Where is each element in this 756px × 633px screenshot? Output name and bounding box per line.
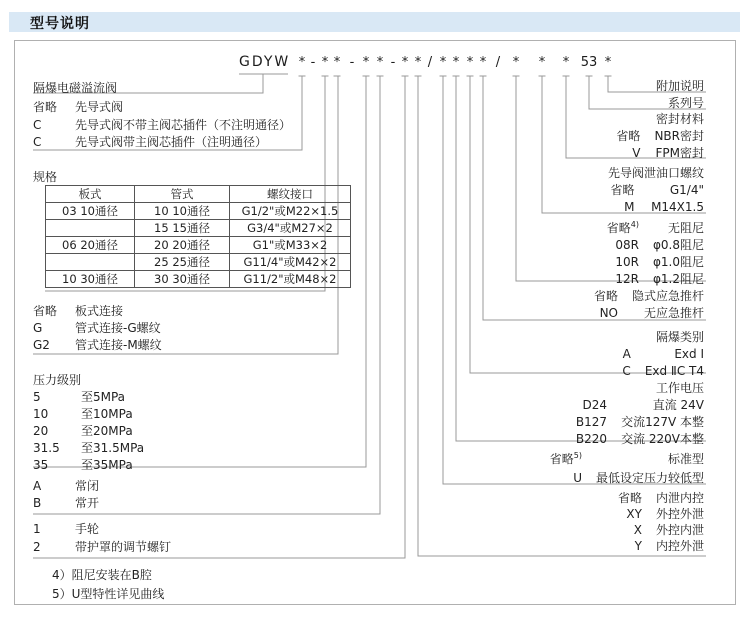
pressure-type-group	[550, 450, 704, 488]
group-heading: 系列号	[667, 96, 704, 110]
footnote-5: 5）U型特性详见曲线	[52, 587, 165, 601]
option-code: 省略	[610, 183, 635, 197]
option-code: D24	[582, 398, 608, 412]
model-code-prefix: GDYW	[239, 54, 291, 70]
option-desc: G1/4"	[669, 183, 704, 197]
option-desc: 直流 24V	[652, 398, 704, 412]
option-code: 35	[33, 458, 49, 472]
code-star: *	[321, 55, 329, 70]
option-code: B	[33, 496, 42, 510]
option-code: 省略$^{5)}$	[549, 451, 582, 466]
list-item	[33, 539, 171, 557]
table-row: 03 10通径 10 10通径 G1/2"或M22×1.5	[46, 203, 351, 220]
footnote-ref: 4)	[630, 220, 639, 229]
code-series-number: 53	[580, 55, 598, 70]
list-item	[33, 478, 99, 495]
table-row: 25 25通径 G11/4"或M42×2	[46, 254, 351, 271]
pressure-section-label: 压力级别	[33, 373, 82, 387]
option-code: A	[622, 347, 631, 361]
voltage-group	[576, 380, 704, 448]
code-star: *	[439, 55, 447, 70]
option-desc: 至20MPa	[81, 424, 133, 438]
code-star: *	[333, 55, 341, 70]
spec-table	[45, 185, 351, 288]
option-code: 10R	[615, 255, 639, 269]
option-code: G2	[33, 338, 50, 352]
option-code: 5	[33, 390, 41, 404]
option-desc: M14X1.5	[651, 200, 704, 214]
option-desc: φ1.0阻尼	[652, 255, 704, 269]
damping-group	[607, 220, 704, 288]
code-star: *	[604, 55, 612, 70]
option-desc: 内控外泄	[655, 539, 704, 553]
option-desc: 隐式应急推杆	[631, 289, 704, 303]
option-code: C	[622, 364, 631, 378]
option-code: 08R	[615, 238, 639, 252]
option-code: Y	[634, 539, 642, 553]
code-star: *	[452, 55, 460, 70]
seal-group	[616, 111, 704, 162]
code-star: *	[466, 55, 474, 70]
option-desc: 交流 220V本整	[621, 432, 704, 446]
option-code: C	[33, 135, 42, 149]
table-header-row	[46, 186, 351, 203]
code-slash: /	[495, 55, 501, 70]
code-star: *	[376, 55, 384, 70]
page-title: 型号说明	[30, 16, 90, 32]
option-code: 省略	[33, 100, 58, 114]
group-heading: 先导阀泄油口螺纹	[607, 166, 704, 180]
col-header: 板式	[46, 186, 135, 203]
option-desc: 至31.5MPa	[81, 441, 145, 455]
option-code: 省略	[593, 289, 618, 303]
option-desc: φ0.8阻尼	[652, 238, 704, 252]
option-code: 省略	[33, 304, 58, 318]
spec-section-label: 规格	[33, 170, 58, 184]
table-row: 06 20通径 20 20通径 G1"或M33×2	[46, 237, 351, 254]
option-code: NO	[599, 306, 618, 320]
list-item	[33, 440, 144, 457]
option-code: 省略	[617, 491, 642, 505]
option-code: 2	[33, 539, 41, 554]
option-code: M	[624, 200, 635, 214]
code-star: *	[538, 55, 546, 70]
normal-state-group	[33, 478, 99, 512]
option-desc: 管式连接-M螺纹	[75, 338, 162, 352]
code-star: *	[479, 55, 487, 70]
list-item	[33, 495, 99, 512]
group-heading: 附加说明	[655, 79, 704, 93]
code-star: *	[512, 55, 520, 70]
option-desc: NBR密封	[654, 129, 704, 143]
table-row: 15 15通径 G3/4"或M27×2	[46, 220, 351, 237]
list-item	[33, 303, 162, 320]
drain-port-group	[608, 165, 704, 216]
list-item	[33, 406, 144, 423]
option-code: B220	[575, 432, 608, 446]
code-slash: /	[427, 55, 433, 70]
adjuster-group	[33, 521, 171, 556]
connection-group	[33, 303, 162, 354]
option-desc: 无应急推杆	[643, 306, 704, 320]
option-code: XY	[626, 507, 642, 521]
col-header: 管式	[135, 186, 230, 203]
option-desc: 先导式阀不带主阀芯插件（不注明通径）	[75, 117, 292, 132]
list-item	[33, 117, 291, 135]
option-code: G	[33, 321, 43, 335]
option-desc: 先导式阀	[75, 100, 124, 114]
option-desc: 外控内泄	[655, 523, 704, 537]
push-rod-group	[594, 288, 704, 322]
option-desc: 先导式阀带主阀芯插件（注明通径）	[75, 135, 268, 149]
option-desc: 常闭	[75, 479, 100, 493]
valve-name-label: 隔爆电磁溢流阀	[33, 81, 118, 95]
option-code: V	[632, 146, 641, 160]
addendum-group	[656, 78, 704, 95]
option-desc: 无阻尼	[667, 221, 704, 235]
option-desc: 最低设定压力较低型	[595, 471, 704, 485]
option-code: 12R	[615, 272, 639, 286]
option-code: 20	[33, 424, 49, 438]
list-item	[33, 389, 144, 406]
table-row: 10 30通径 30 30通径 G11/2"或M48×2	[46, 271, 351, 288]
list-item	[33, 521, 171, 539]
code-dash: -	[349, 55, 355, 70]
option-desc: Exd Ⅰ	[674, 347, 704, 361]
col-header: 螺纹接口	[230, 186, 351, 203]
group-heading: 工作电压	[655, 381, 704, 395]
code-star: *	[362, 55, 370, 70]
option-desc: 交流127V 本整	[621, 415, 704, 429]
option-code: 省略	[616, 129, 641, 143]
footnote-4: 4）阻尼安装在B腔	[52, 568, 152, 582]
option-desc: 内泄内控	[655, 491, 704, 505]
code-dash: -	[390, 55, 396, 70]
option-code: 10	[33, 407, 49, 421]
code-dash: -	[310, 55, 316, 70]
option-desc: 至5MPa	[81, 390, 126, 404]
option-desc: φ1.2阻尼	[652, 272, 704, 286]
control-drain-group	[618, 490, 704, 554]
option-code: 31.5	[33, 441, 60, 455]
pilot-valve-group	[33, 99, 291, 152]
option-desc: FPM密封	[655, 146, 704, 160]
explosion-class-group	[622, 329, 704, 380]
series-group	[668, 95, 704, 112]
option-code: 省略$^{4)}$	[606, 220, 639, 235]
list-item	[33, 457, 144, 474]
option-code: C	[33, 117, 42, 132]
option-code: 1	[33, 522, 41, 536]
option-desc: 手轮	[75, 522, 100, 536]
option-code: B127	[575, 415, 608, 429]
option-desc: Exd ⅡC T4	[644, 364, 704, 378]
option-code: U	[573, 471, 582, 485]
group-heading: 密封材料	[655, 112, 704, 126]
option-desc: 管式连接-G螺纹	[75, 321, 161, 335]
code-star: *	[298, 55, 306, 70]
option-desc: 外控外泄	[655, 507, 704, 521]
option-code: A	[33, 479, 42, 493]
list-item	[33, 337, 162, 354]
list-item	[33, 99, 291, 117]
list-item	[33, 320, 162, 337]
footnote-ref: 5)	[573, 451, 582, 460]
section-header-bar	[9, 12, 740, 32]
option-desc: 至35MPa	[81, 458, 133, 472]
pressure-group	[33, 389, 144, 474]
option-desc: 常开	[75, 496, 100, 510]
option-desc: 板式连接	[75, 304, 124, 318]
list-item	[33, 423, 144, 440]
code-star: *	[414, 55, 422, 70]
code-star: *	[562, 55, 570, 70]
list-item	[33, 134, 291, 152]
option-desc: 带护罩的调节螺钉	[75, 539, 172, 554]
option-desc: 至10MPa	[81, 407, 133, 421]
option-desc: 标准型	[667, 452, 704, 466]
option-code: X	[633, 523, 642, 537]
group-heading: 隔爆类别	[655, 330, 704, 344]
code-star: *	[401, 55, 409, 70]
